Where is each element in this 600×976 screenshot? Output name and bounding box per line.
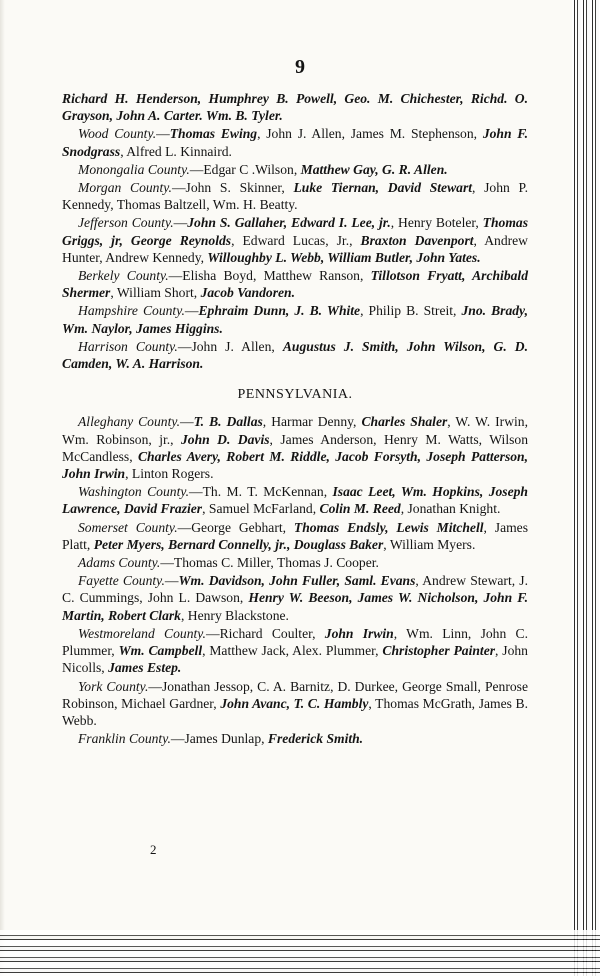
- names: , Alfred L. Kinnaird.: [120, 143, 232, 159]
- entry-york: [62, 678, 528, 730]
- entry-berkely: [62, 267, 528, 301]
- names: —: [173, 215, 188, 231]
- names: , John J. Allen, James M. Stephenson,: [257, 126, 483, 142]
- county-name: Alleghany County.: [78, 414, 181, 430]
- county-name: Berkely County.: [78, 268, 169, 284]
- entry-harrison: [62, 338, 528, 372]
- names: , Harmar Denny,: [262, 414, 362, 430]
- italic-names: Peter Myers, Bernard Connelly, jr., Douglass Baker: [93, 536, 384, 552]
- italic-names: Ephraim Dunn, J. B. White: [198, 303, 361, 319]
- county-name: Washington County.: [78, 484, 190, 500]
- italic-names: Charles Avery, Robert M. Riddle, Jacob Forsyth, Joseph Patterson, John Irwin: [62, 448, 528, 482]
- italic-names: Willoughby L. Webb, William Butler, John Yates.: [207, 249, 481, 265]
- italic-names: James Estep.: [108, 660, 182, 676]
- scan-bottom-edge-artifact: [0, 930, 600, 976]
- page-number: 9: [295, 56, 305, 78]
- italic-names: Isaac Leet, Wm. Hopkins, Joseph Lawrence, David Frazier: [62, 484, 528, 517]
- names: , James Anderson, Henry M. Watts, Wilson McCandless,: [62, 431, 528, 464]
- text-block: [62, 90, 528, 748]
- names: —Jonathan Jessop, C. A. Barnitz, D. Durkee, George Small, Penrose Robinson, Michael Gardner,: [62, 678, 528, 711]
- entry-wood: [62, 125, 528, 159]
- italic-names: Frederick Smith.: [267, 731, 364, 747]
- names: —: [184, 303, 199, 319]
- names: , W. W. Irwin, Wm. Robinson, jr.,: [62, 414, 528, 447]
- italic-names: Augustus J. Smith, John Wilson, G. D. Camden, W. A. Harrison.: [62, 338, 529, 372]
- county-name: Morgan County.: [78, 180, 172, 196]
- entry-alleghany: [62, 413, 528, 482]
- entry-fayette: [62, 572, 528, 624]
- italic-names: John S. Gallaher, Edward I. Lee, jr.: [187, 215, 391, 231]
- county-name: Wood County.: [78, 126, 157, 142]
- italic-names: John F. Snodgrass: [62, 126, 528, 159]
- entry-westmoreland: [62, 625, 528, 677]
- scan-right-edge-artifact: [572, 0, 600, 976]
- italic-names: John Avanc, T. C. Hambly: [220, 695, 369, 711]
- italic-names: John D. Davis: [181, 431, 270, 447]
- names: —: [180, 414, 194, 430]
- entry-monongalia: [62, 161, 528, 178]
- names: —John S. Skinner,: [171, 180, 294, 196]
- names: , Philip B. Streit,: [360, 303, 462, 319]
- italic-names: Colin M. Reed: [319, 501, 401, 517]
- county-name: Monongalia County.: [78, 161, 190, 177]
- names: , Matthew Jack, Alex. Plummer,: [202, 643, 383, 659]
- italic-names: Thomas Endsly, Lewis Mitchell: [293, 519, 484, 535]
- county-name: Somerset County.: [78, 519, 178, 535]
- names: , Jonathan Knight.: [400, 501, 501, 517]
- italic-names: Jno. Brady, Wm. Naylor, James Higgins.: [62, 303, 528, 336]
- italic-names: Richard H. Henderson, Humphrey B. Powell, Geo. M. Chichester, Richd. O. Grayson, John A. Carter. Wm. B. Tyler.: [62, 91, 528, 124]
- italic-names: Luke Tiernan, David Stewart: [293, 180, 473, 196]
- signature-mark: 2: [150, 842, 157, 857]
- names: —Elisha Boyd, Matthew Ranson,: [168, 268, 371, 284]
- italic-names: Henry W. Beeson, James W. Nicholson, John F. Martin, Robert Clark: [62, 590, 528, 623]
- names: —John J. Allen,: [177, 338, 283, 354]
- names: —George Gebhart,: [177, 519, 294, 535]
- names: , Wm. Linn, John C. Plummer,: [62, 625, 528, 659]
- italic-names: Tillotson Fryatt, Archibald Shermer: [62, 268, 528, 301]
- county-name: Hampshire County.: [78, 303, 185, 319]
- names: —Th. M. T. McKennan,: [189, 484, 333, 500]
- names: , Thomas McGrath, James B. Webb.: [62, 695, 529, 728]
- italic-names: Christopher Painter: [382, 643, 496, 659]
- names: —James Dunlap,: [170, 731, 268, 747]
- italic-names: Jacob Vandoren.: [200, 285, 295, 301]
- names: , Edward Lucas, Jr.,: [231, 232, 361, 248]
- county-name: Adams County.: [78, 555, 161, 571]
- entry-washington: [62, 483, 528, 517]
- pennsylvania-county-list: [62, 413, 528, 747]
- italic-names: Thomas Griggs, jr, George Reynolds: [62, 215, 528, 248]
- italic-names: Braxton Davenport: [360, 232, 474, 248]
- entry-morgan: [62, 179, 528, 213]
- entry-henderson: [62, 90, 528, 124]
- italic-names: T. B. Dallas: [193, 414, 263, 430]
- names: , Samuel McFarland,: [202, 501, 320, 517]
- entry-adams: [62, 554, 528, 571]
- entry-jefferson: [62, 214, 528, 266]
- scan-left-edge: [0, 0, 5, 976]
- names: , James Platt,: [62, 519, 528, 552]
- entry-franklin: [62, 730, 528, 747]
- entry-somerset: [62, 519, 528, 553]
- italic-names: Matthew Gay, G. R. Allen.: [300, 161, 448, 177]
- names: —: [156, 126, 170, 142]
- names: , William Myers.: [383, 536, 476, 552]
- names: , John P. Kennedy, Thomas Baltzell, Wm. H. Beatty.: [62, 180, 528, 213]
- names: —Thomas C. Miller, Thomas J. Cooper.: [160, 555, 379, 571]
- italic-names: Wm. Campbell: [118, 643, 203, 659]
- names: —: [164, 573, 179, 589]
- italic-names: Thomas Ewing: [169, 126, 258, 142]
- county-name: Westmoreland County.: [78, 625, 206, 641]
- section-heading-pennsylvania: PENNSYLVANIA.: [237, 387, 353, 403]
- county-name: Fayette County.: [78, 573, 165, 589]
- county-name: Jefferson County.: [78, 215, 174, 231]
- names: , Andrew Hunter, Andrew Kennedy,: [62, 232, 528, 265]
- names: , Henry Boteler,: [390, 215, 483, 231]
- italic-names: John Irwin: [324, 625, 394, 641]
- names: , Andrew Stewart, J. C. Cummings, John L. Dawson,: [62, 573, 528, 606]
- county-name: Franklin County.: [78, 731, 171, 747]
- virginia-county-list: [62, 90, 528, 372]
- county-name: York County.: [78, 678, 149, 694]
- names: —Edgar C .Wilson,: [189, 161, 301, 177]
- entry-hampshire: [62, 302, 528, 336]
- names: , John Nicolls,: [62, 643, 528, 676]
- names: , William Short,: [110, 285, 201, 301]
- names: , Henry Blackstone.: [180, 607, 289, 623]
- italic-names: Wm. Davidson, John Fuller, Saml. Evans: [178, 573, 416, 589]
- italic-names: Charles Shaler: [361, 414, 448, 430]
- names: —Richard Coulter,: [205, 625, 325, 641]
- county-name: Harrison County.: [78, 338, 178, 354]
- names: , Linton Rogers.: [125, 466, 214, 482]
